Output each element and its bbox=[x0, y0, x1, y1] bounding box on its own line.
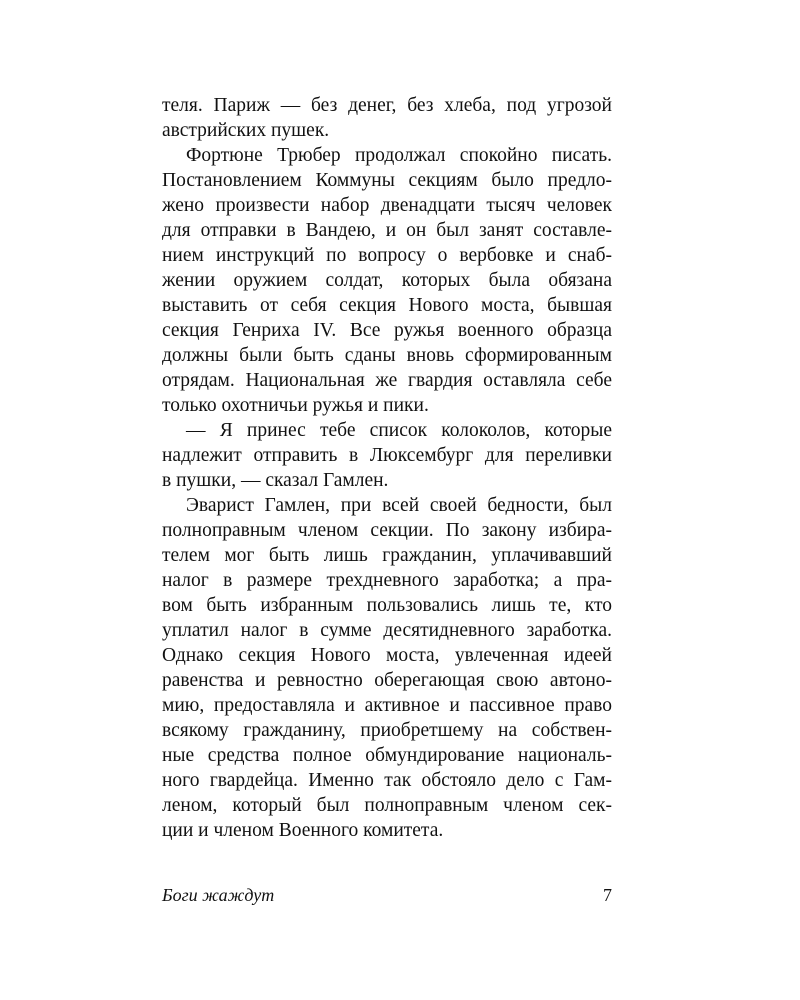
text-line: Однако секция Нового моста, увлеченная идеей bbox=[162, 645, 612, 666]
text-line: уплатил налог в сумме десятидневного заработка. bbox=[162, 620, 612, 641]
text-line: жено произвести набор двенадцати тысяч человек bbox=[162, 195, 612, 216]
text-line: ции и членом Военного комитета. bbox=[162, 820, 444, 841]
text-line: вом быть избранным пользовались лишь те, кто bbox=[162, 595, 612, 616]
text-line: телем мог быть лишь гражданин, уплачивавший bbox=[162, 545, 612, 566]
text-line: отрядам. Национальная же гвардия оставляла себе bbox=[162, 370, 612, 391]
text-line: только охотничьи ружья и пики. bbox=[162, 395, 429, 416]
text-line: мию, предоставляла и активное и пассивное право bbox=[162, 695, 612, 716]
text-line: — Я принес тебе список колоколов, которые bbox=[186, 420, 612, 441]
text-line: полноправным членом секции. По закону избира- bbox=[162, 520, 612, 541]
text-line: в пушки, — сказал Гамлен. bbox=[162, 470, 389, 491]
text-line: должны были быть сданы вновь сформированным bbox=[162, 345, 612, 366]
text-line: выставить от себя секция Нового моста, бывшая bbox=[162, 295, 612, 316]
body-text bbox=[162, 93, 612, 843]
text-line: Фортюне Трюбер продолжал спокойно писать. bbox=[186, 145, 612, 166]
page-footer bbox=[162, 880, 612, 910]
text-line: равенства и ревностно оберегающая свою автоно- bbox=[162, 670, 612, 691]
text-line: для отправки в Вандею, и он был занят составле- bbox=[162, 220, 612, 241]
text-line: Постановлением Коммуны секциям было предло- bbox=[162, 170, 612, 191]
text-line: ного гвардейца. Именно так обстояло дело с Гам- bbox=[162, 770, 612, 791]
text-line: налог в размере трехдневного заработка; а пра- bbox=[162, 570, 612, 591]
text-line: секция Генриха IV. Все ружья военного образца bbox=[162, 320, 612, 341]
text-line: надлежит отправить в Люксембург для переливки bbox=[162, 445, 612, 466]
text-line: нием инструкций по вопросу о вербовке и снаб- bbox=[162, 245, 612, 266]
running-title: Боги жаждут bbox=[162, 885, 275, 905]
text-line: ные средства полное обмундирование националь- bbox=[162, 745, 612, 766]
text-line: жении оружием солдат, которых была обязана bbox=[162, 270, 612, 291]
text-line: Эварист Гамлен, при всей своей бедности, был bbox=[186, 495, 612, 516]
text-line: австрийских пушек. bbox=[162, 120, 330, 141]
text-line: теля. Париж — без денег, без хлеба, под угрозой bbox=[162, 95, 612, 116]
text-line: всякому гражданину, приобретшему на собствен- bbox=[162, 720, 612, 741]
text-line: леном, который был полноправным членом сек- bbox=[162, 795, 612, 816]
page-number: 7 bbox=[603, 885, 612, 905]
